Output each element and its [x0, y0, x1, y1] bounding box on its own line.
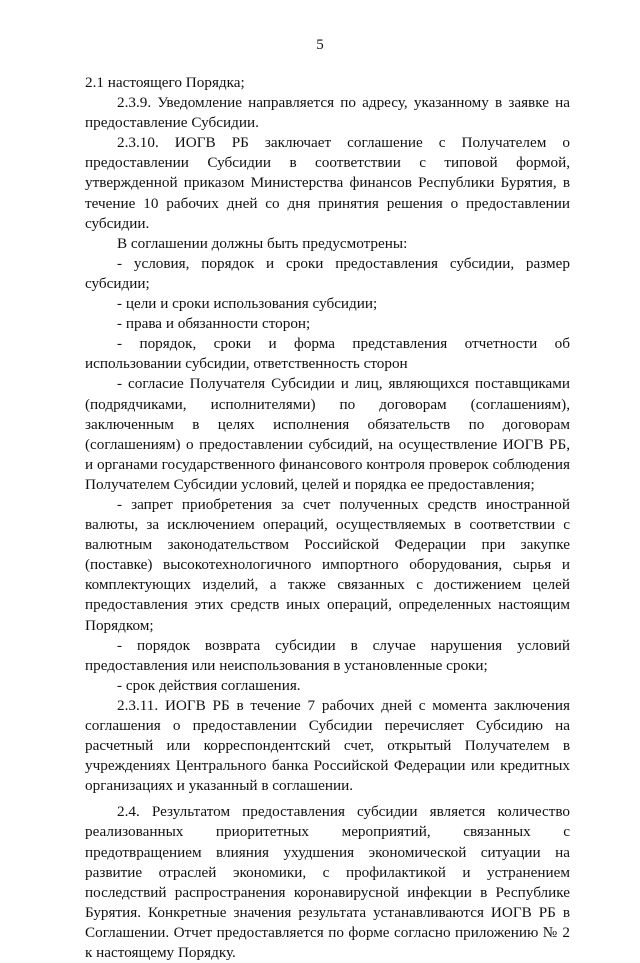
list-item-conditions: - условия, порядок и сроки предоставления субсидии, размер субсидии; [85, 254, 570, 292]
document-body [85, 73, 570, 963]
paragraph-2-4: 2.4. Результатом предоставления субсидии является количество реализованных приоритетных мероприятий, связанных с предотвращением влияния ухудшения экономической ситуации на развитие отраслей экономики, с профилактикой и устранением последствий распространения коронавирусной инфекции в Республике Бурятия. Конкретные значения результата устанавливаются ИОГВ РБ в Соглашении. Отчет предоставляется по форме согласно приложению № 2 к настоящему Порядку. [85, 803, 570, 962]
list-item-currency-ban: - запрет приобретения за счет полученных средств иностранной валюты, за исключением операций, осуществляемых в соответствии с валютным законодательством Российской Федерации при закупке (поставке) высокотехнологичного импортного оборудования, сырья и комплектующих изделий, а также связанных с достижением целей предоставления этих средств иных операций, определенных настоящим Порядком; [85, 495, 570, 634]
paragraph-continuation: 2.1 настоящего Порядка; [85, 74, 245, 91]
list-item-rights: - права и обязанности сторон; [117, 315, 311, 333]
paragraph-agreement-intro: В соглашении должны быть предусмотрены: [117, 234, 408, 252]
list-item-term: - срок действия соглашения. [117, 676, 301, 694]
paragraph-2-3-9: 2.3.9. Уведомление направляется по адресу, указанному в заявке на предоставление Субсидии. [85, 94, 570, 132]
paragraph-2-3-11: 2.3.11. ИОГВ РБ в течение 7 рабочих дней с момента заключения соглашения о предоставлении Субсидии перечисляет Субсидию на расчетный или корреспондентский счет, открытый Получателем в учреждениях Центрального банка Российской Федерации или кредитных организациях и указанный в соглашении. [85, 696, 570, 795]
paragraph-2-3-10: 2.3.10. ИОГВ РБ заключает соглашение с Получателем о предоставлении Субсидии в соответствии с типовой формой, утвержденной приказом Министерства финансов Республики Бурятия, в течение 10 рабочих дней со дня принятия решения о предоставлении субсидии. [85, 134, 570, 232]
list-item-consent: - согласие Получателя Субсидии и лиц, являющихся поставщиками (подрядчиками, исполнителями) по договорам (соглашениям), заключенным в целях исполнения обязательств по договорам (соглашениям) о предоставлении субсидий, на осуществление ИОГВ РБ, и органами государственного финансового контроля проверок соблюдения Получателем Субсидии условий, целей и порядка ее предоставления; [85, 375, 570, 493]
page-number: 5 [316, 37, 324, 53]
list-item-refund: - порядок возврата субсидии в случае нарушения условий предоставления или неиспользования в установленные сроки; [85, 636, 570, 674]
list-item-reporting: - порядок, сроки и форма представления отчетности об использовании субсидии, ответственность сторон [85, 335, 570, 373]
list-item-goals: - цели и сроки использования субсидии; [117, 295, 378, 313]
